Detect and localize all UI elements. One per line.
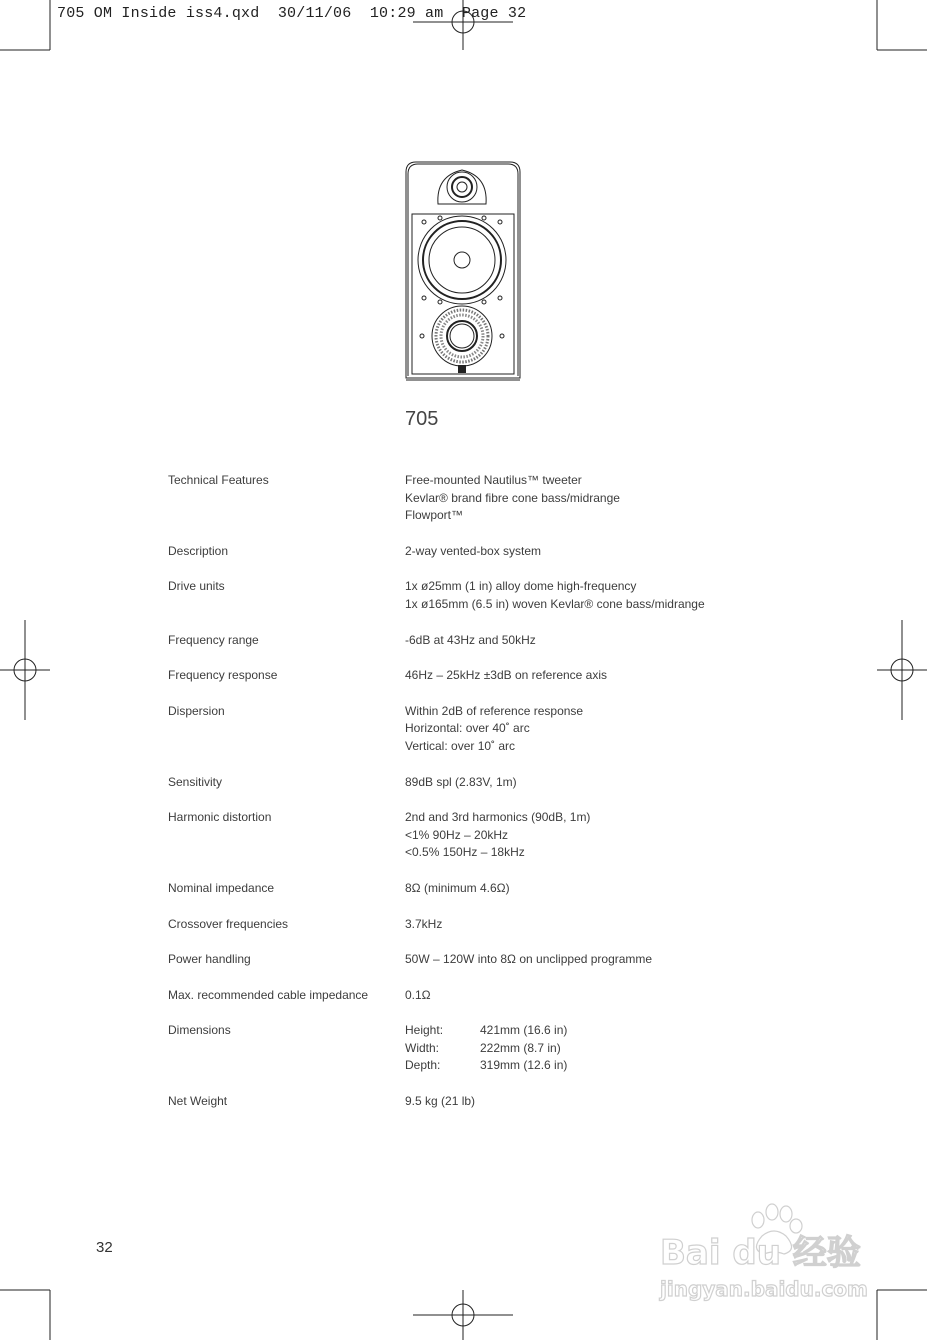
spec-frequency-range — [168, 632, 768, 650]
model-title: 705 — [405, 408, 439, 430]
spec-dimensions — [168, 1022, 768, 1075]
spec-value: 46Hz – 25kHz ±3dB on reference axis — [405, 668, 608, 683]
spec-value: 2nd and 3rd harmonics (90dB, 1m) — [405, 810, 591, 825]
spec-description — [168, 543, 768, 561]
dimension-height — [405, 1022, 768, 1040]
brand-badge — [458, 365, 466, 373]
spec-value: 8Ω (minimum 4.6Ω) — [405, 880, 510, 895]
spec-drive-units — [168, 578, 768, 613]
watermark-brand: Bai du 经验 — [660, 1233, 861, 1273]
spec-net-weight — [168, 1093, 768, 1111]
spec-value: 0.1Ω — [405, 987, 431, 1002]
spec-label: Drive units — [168, 579, 225, 594]
speaker-illustration — [400, 158, 526, 386]
spec-value: <1% 90Hz – 20kHz — [405, 827, 509, 842]
dimension-value: 222mm (8.7 in) — [480, 1040, 561, 1055]
dimension-key: Width: — [405, 1040, 440, 1055]
dimension-key: Depth: — [405, 1058, 441, 1073]
spec-value: 89dB spl (2.83V, 1m) — [405, 774, 517, 789]
spec-label: Harmonic distortion — [168, 810, 272, 825]
spec-value: <0.5% 150Hz – 18kHz — [405, 845, 525, 860]
spec-label: Technical Features — [168, 473, 269, 487]
watermark-url: jingyan.baidu.com — [660, 1277, 868, 1301]
spec-label: Dispersion — [168, 703, 225, 718]
spec-value: Flowport™ — [405, 508, 464, 523]
spec-value: Free-mounted Nautilus™ tweeter — [405, 473, 582, 487]
spec-label: Description — [168, 543, 229, 558]
spec-power-handling — [168, 951, 768, 969]
spec-label: Crossover frequencies — [168, 916, 289, 931]
spec-value: 2-way vented-box system — [405, 543, 542, 558]
spec-value: 1x ø165mm (6.5 in) woven Kevlar® cone bass/midrange — [405, 596, 705, 611]
dimension-value: 319mm (12.6 in) — [480, 1058, 568, 1073]
specifications-table — [168, 472, 768, 1111]
spec-sensitivity — [168, 774, 768, 792]
spec-value: Vertical: over 10˚ arc — [405, 738, 516, 753]
spec-label: Power handling — [168, 952, 251, 967]
baidu-watermark — [658, 1198, 870, 1304]
spec-technical-features — [168, 472, 768, 525]
spec-label: Frequency response — [168, 668, 278, 683]
file-slug: 705 OM Inside iss4.qxd 30/11/06 10:29 am Page 32 — [57, 5, 527, 22]
dimension-value: 421mm (16.6 in) — [480, 1023, 568, 1038]
dimension-width — [405, 1040, 768, 1058]
spec-label: Net Weight — [168, 1094, 228, 1109]
spec-value: 50W – 120W into 8Ω on unclipped programme — [405, 952, 653, 967]
spec-label: Max. recommended cable impedance — [168, 987, 369, 1002]
spec-harmonic-distortion — [168, 809, 768, 862]
dimension-depth — [405, 1057, 768, 1075]
spec-label: Dimensions — [168, 1023, 231, 1038]
page-number: 32 — [96, 1239, 113, 1256]
spec-value: 1x ø25mm (1 in) alloy dome high-frequency — [405, 579, 637, 594]
spec-label: Nominal impedance — [168, 880, 275, 895]
dimension-key: Height: — [405, 1023, 444, 1038]
spec-cable-impedance — [168, 987, 768, 1005]
spec-label: Sensitivity — [168, 774, 223, 789]
spec-value: Horizontal: over 40˚ arc — [405, 721, 530, 736]
spec-value: -6dB at 43Hz and 50kHz — [405, 632, 536, 647]
spec-label: Frequency range — [168, 632, 259, 647]
spec-value: Within 2dB of reference response — [405, 703, 584, 718]
spec-dispersion — [168, 703, 768, 756]
spec-value: 3.7kHz — [405, 916, 443, 931]
spec-crossover — [168, 916, 768, 934]
spec-nominal-impedance — [168, 880, 768, 898]
spec-value: 9.5 kg (21 lb) — [405, 1094, 476, 1109]
spec-frequency-response — [168, 667, 768, 685]
spec-value: Kevlar® brand fibre cone bass/midrange — [405, 490, 620, 505]
